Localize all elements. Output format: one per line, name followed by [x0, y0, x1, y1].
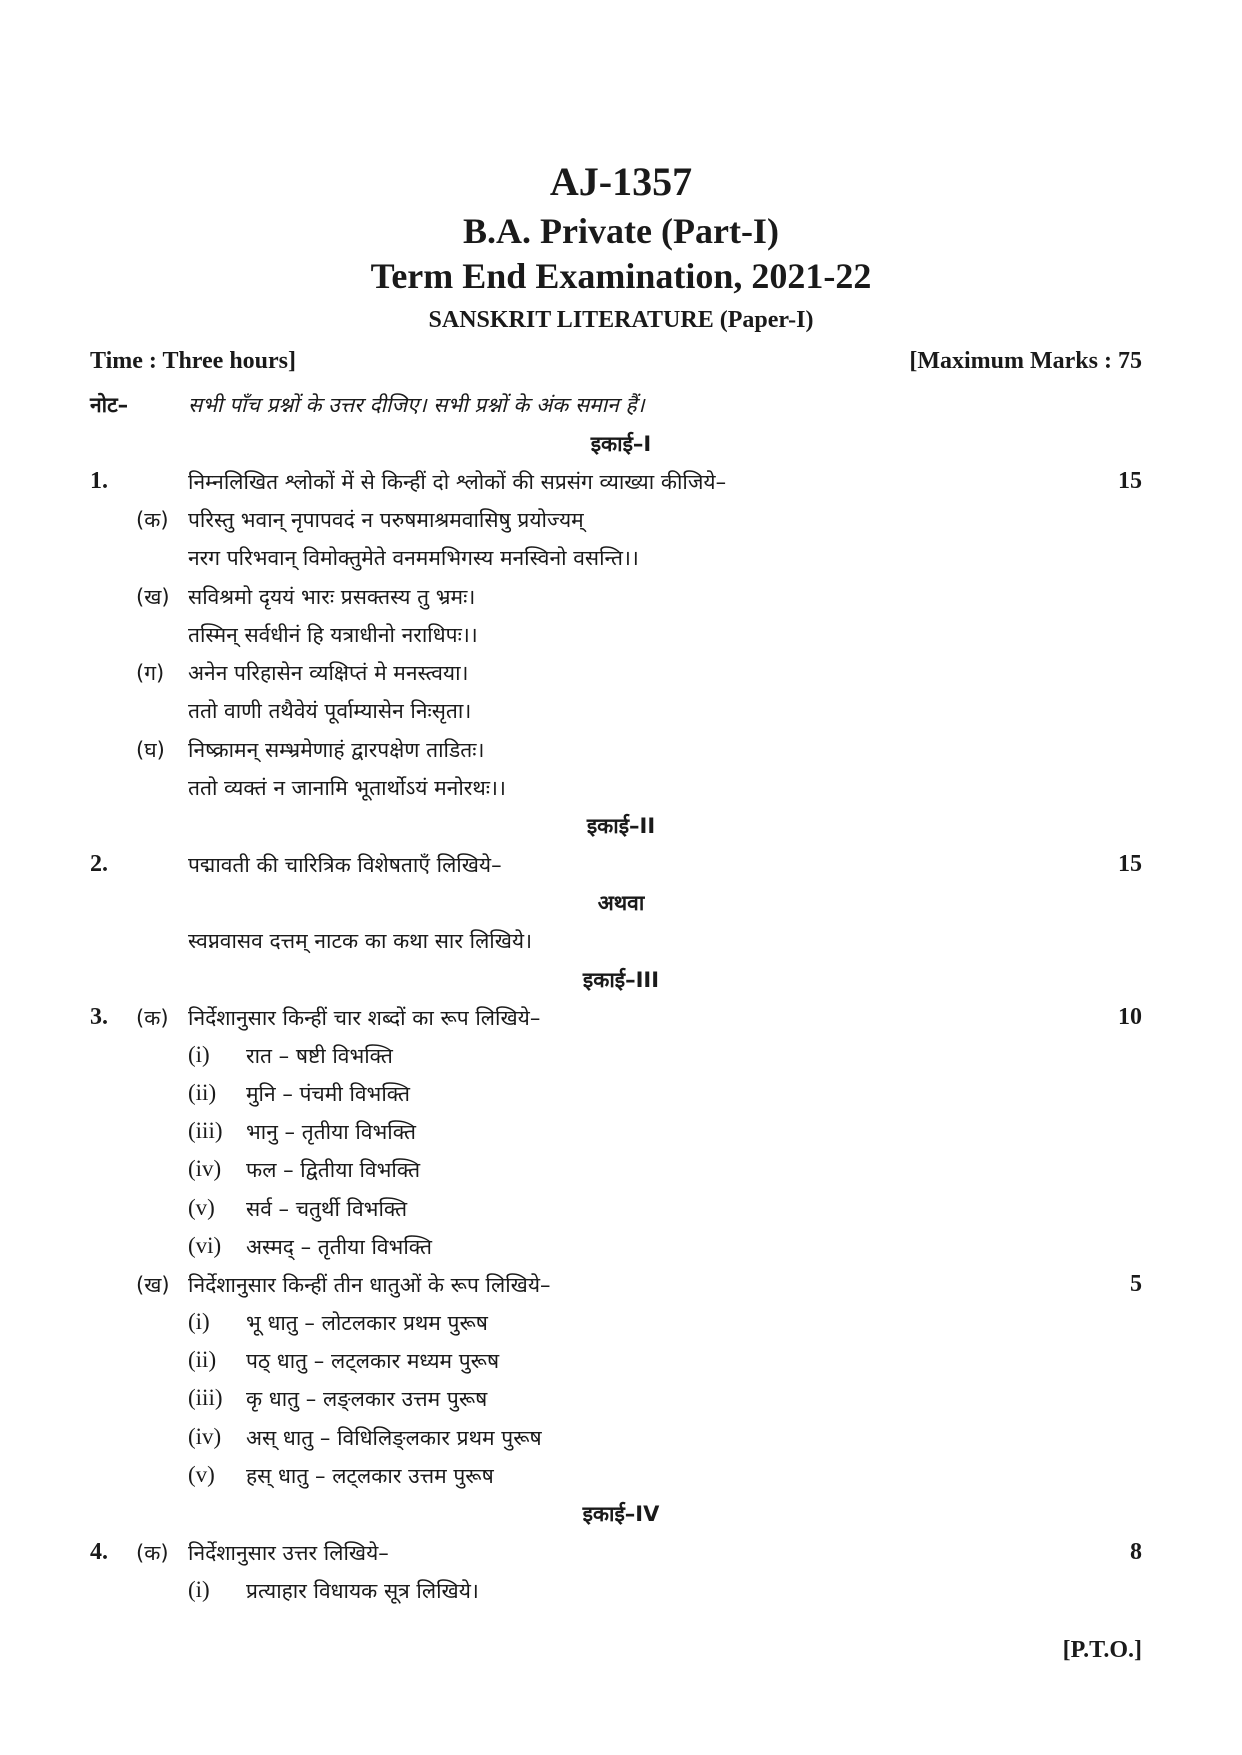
- question-marks: 5: [1130, 1271, 1142, 1297]
- question-marks: 10: [1118, 1004, 1142, 1030]
- note-label: नोट–: [90, 393, 129, 417]
- question-marks: 8: [1130, 1539, 1142, 1565]
- item-text: सर्व – चतुर्थी विभक्ति: [246, 1197, 408, 1221]
- part-label: (ग): [136, 661, 165, 685]
- item-number: (i): [188, 1309, 210, 1334]
- item-text: मुनि – पंचमी विभक्ति: [246, 1082, 410, 1106]
- question-marks: 15: [1118, 468, 1142, 494]
- exam-title: Term End Examination, 2021-22: [370, 256, 872, 296]
- max-marks-label: [Maximum Marks : 75: [909, 348, 1142, 374]
- part-label: (क): [136, 1541, 169, 1565]
- item-number: (v): [188, 1195, 215, 1220]
- question-text-alt: स्वप्नवासव दत्तम् नाटक का कथा सार लिखिये।: [188, 929, 533, 953]
- subject-title: SANSKRIT LITERATURE (Paper-I): [428, 307, 814, 333]
- part-label: (क): [136, 1006, 169, 1030]
- verse-line: निष्क्रामन् सम्भ्रमेणाहं द्वारपक्षेण ताडितः।: [188, 738, 485, 762]
- note-text: सभी पाँच प्रश्नों के उत्तर दीजिए। सभी प्रश्नों के अंक समान हैं।: [188, 393, 645, 417]
- part-label: (ख): [136, 1273, 170, 1297]
- item-number: (i): [188, 1042, 210, 1067]
- item-text: भू धातु – लोटलकार प्रथम पुरूष: [246, 1311, 488, 1335]
- item-number: (iv): [188, 1156, 222, 1181]
- item-number: (iii): [188, 1385, 223, 1410]
- question-text: निर्देशानुसार किन्हीं तीन धातुओं के रूप लिखिये–: [188, 1273, 551, 1297]
- paper-code: AJ-1357: [549, 159, 693, 204]
- verse-line: तस्मिन् सर्वधीनं हि यत्राधीनो नराधिपः।।: [188, 623, 478, 647]
- question-text: निर्देशानुसार उत्तर लिखिये–: [188, 1541, 389, 1565]
- question-text: पद्मावती की चारित्रिक विशेषताएँ लिखिये–: [188, 853, 502, 877]
- question-text: निम्नलिखित श्लोकों में से किन्हीं दो श्लोकों की सप्रसंग व्याख्या कीजिये–: [188, 470, 727, 494]
- item-text: कृ धातु – लङ्लकार उत्तम पुरूष: [246, 1387, 488, 1411]
- item-text: अस्मद् – तृतीया विभक्ति: [246, 1235, 432, 1259]
- part-label: (घ): [136, 738, 165, 762]
- unit-heading-3: इकाई–III: [582, 968, 660, 992]
- question-number: 4.: [90, 1539, 108, 1565]
- item-text: हस् धातु – लट्लकार उत्तम पुरूष: [246, 1464, 494, 1488]
- question-number: 3.: [90, 1004, 108, 1030]
- item-text: भानु – तृतीया विभक्ति: [246, 1120, 416, 1144]
- unit-heading-2: इकाई–II: [586, 814, 656, 838]
- item-text: अस् धातु – विधिलिङ्लकार प्रथम पुरूष: [246, 1426, 542, 1450]
- unit-heading-4: इकाई–IV: [582, 1502, 660, 1526]
- question-number: 1.: [90, 468, 108, 494]
- verse-line: अनेन परिहासेन व्यक्षिप्तं मे मनस्त्वया।: [188, 661, 469, 685]
- pto-label: [P.T.O.]: [1062, 1637, 1142, 1663]
- verse-line: सविश्रमो दृययं भारः प्रसक्तस्य तु भ्रमः।: [188, 585, 476, 609]
- item-number: (i): [188, 1577, 210, 1602]
- item-number: (v): [188, 1462, 215, 1487]
- course-title: B.A. Private (Part-I): [463, 211, 779, 251]
- item-number: (ii): [188, 1080, 217, 1105]
- verse-line: ततो वाणी तथैवेयं पूर्वाम्यासेन निःसृता।: [188, 699, 472, 723]
- verse-line: नरग परिभवान् विमोक्तुमेते वनममभिगस्य मनस्विनो वसन्ति।।: [188, 546, 639, 570]
- item-number: (ii): [188, 1347, 217, 1372]
- question-marks: 15: [1118, 851, 1142, 877]
- part-label: (क): [136, 508, 169, 532]
- item-text: पठ् धातु – लट्लकार मध्यम पुरूष: [246, 1349, 500, 1373]
- item-text: प्रत्याहार विधायक सूत्र लिखिये।: [246, 1579, 479, 1603]
- part-label: (ख): [136, 585, 170, 609]
- question-text: निर्देशानुसार किन्हीं चार शब्दों का रूप लिखिये–: [188, 1006, 541, 1030]
- or-label: अथवा: [597, 891, 645, 915]
- item-text: फल – द्वितीया विभक्ति: [246, 1158, 421, 1182]
- verse-line: परिस्तु भवान् नृपापवदं न परुषमाश्रमवासिषु प्रयोज्यम्: [188, 508, 584, 532]
- question-number: 2.: [90, 851, 108, 877]
- item-number: (iii): [188, 1118, 223, 1143]
- item-number: (iv): [188, 1424, 222, 1449]
- verse-line: ततो व्यक्तं न जानामि भूतार्थोऽयं मनोरथः।।: [188, 776, 506, 800]
- unit-heading-1: इकाई–I: [590, 432, 652, 456]
- item-text: रात – षष्टी विभक्ति: [246, 1044, 393, 1068]
- item-number: (vi): [188, 1233, 222, 1258]
- time-label: Time : Three hours]: [90, 348, 297, 374]
